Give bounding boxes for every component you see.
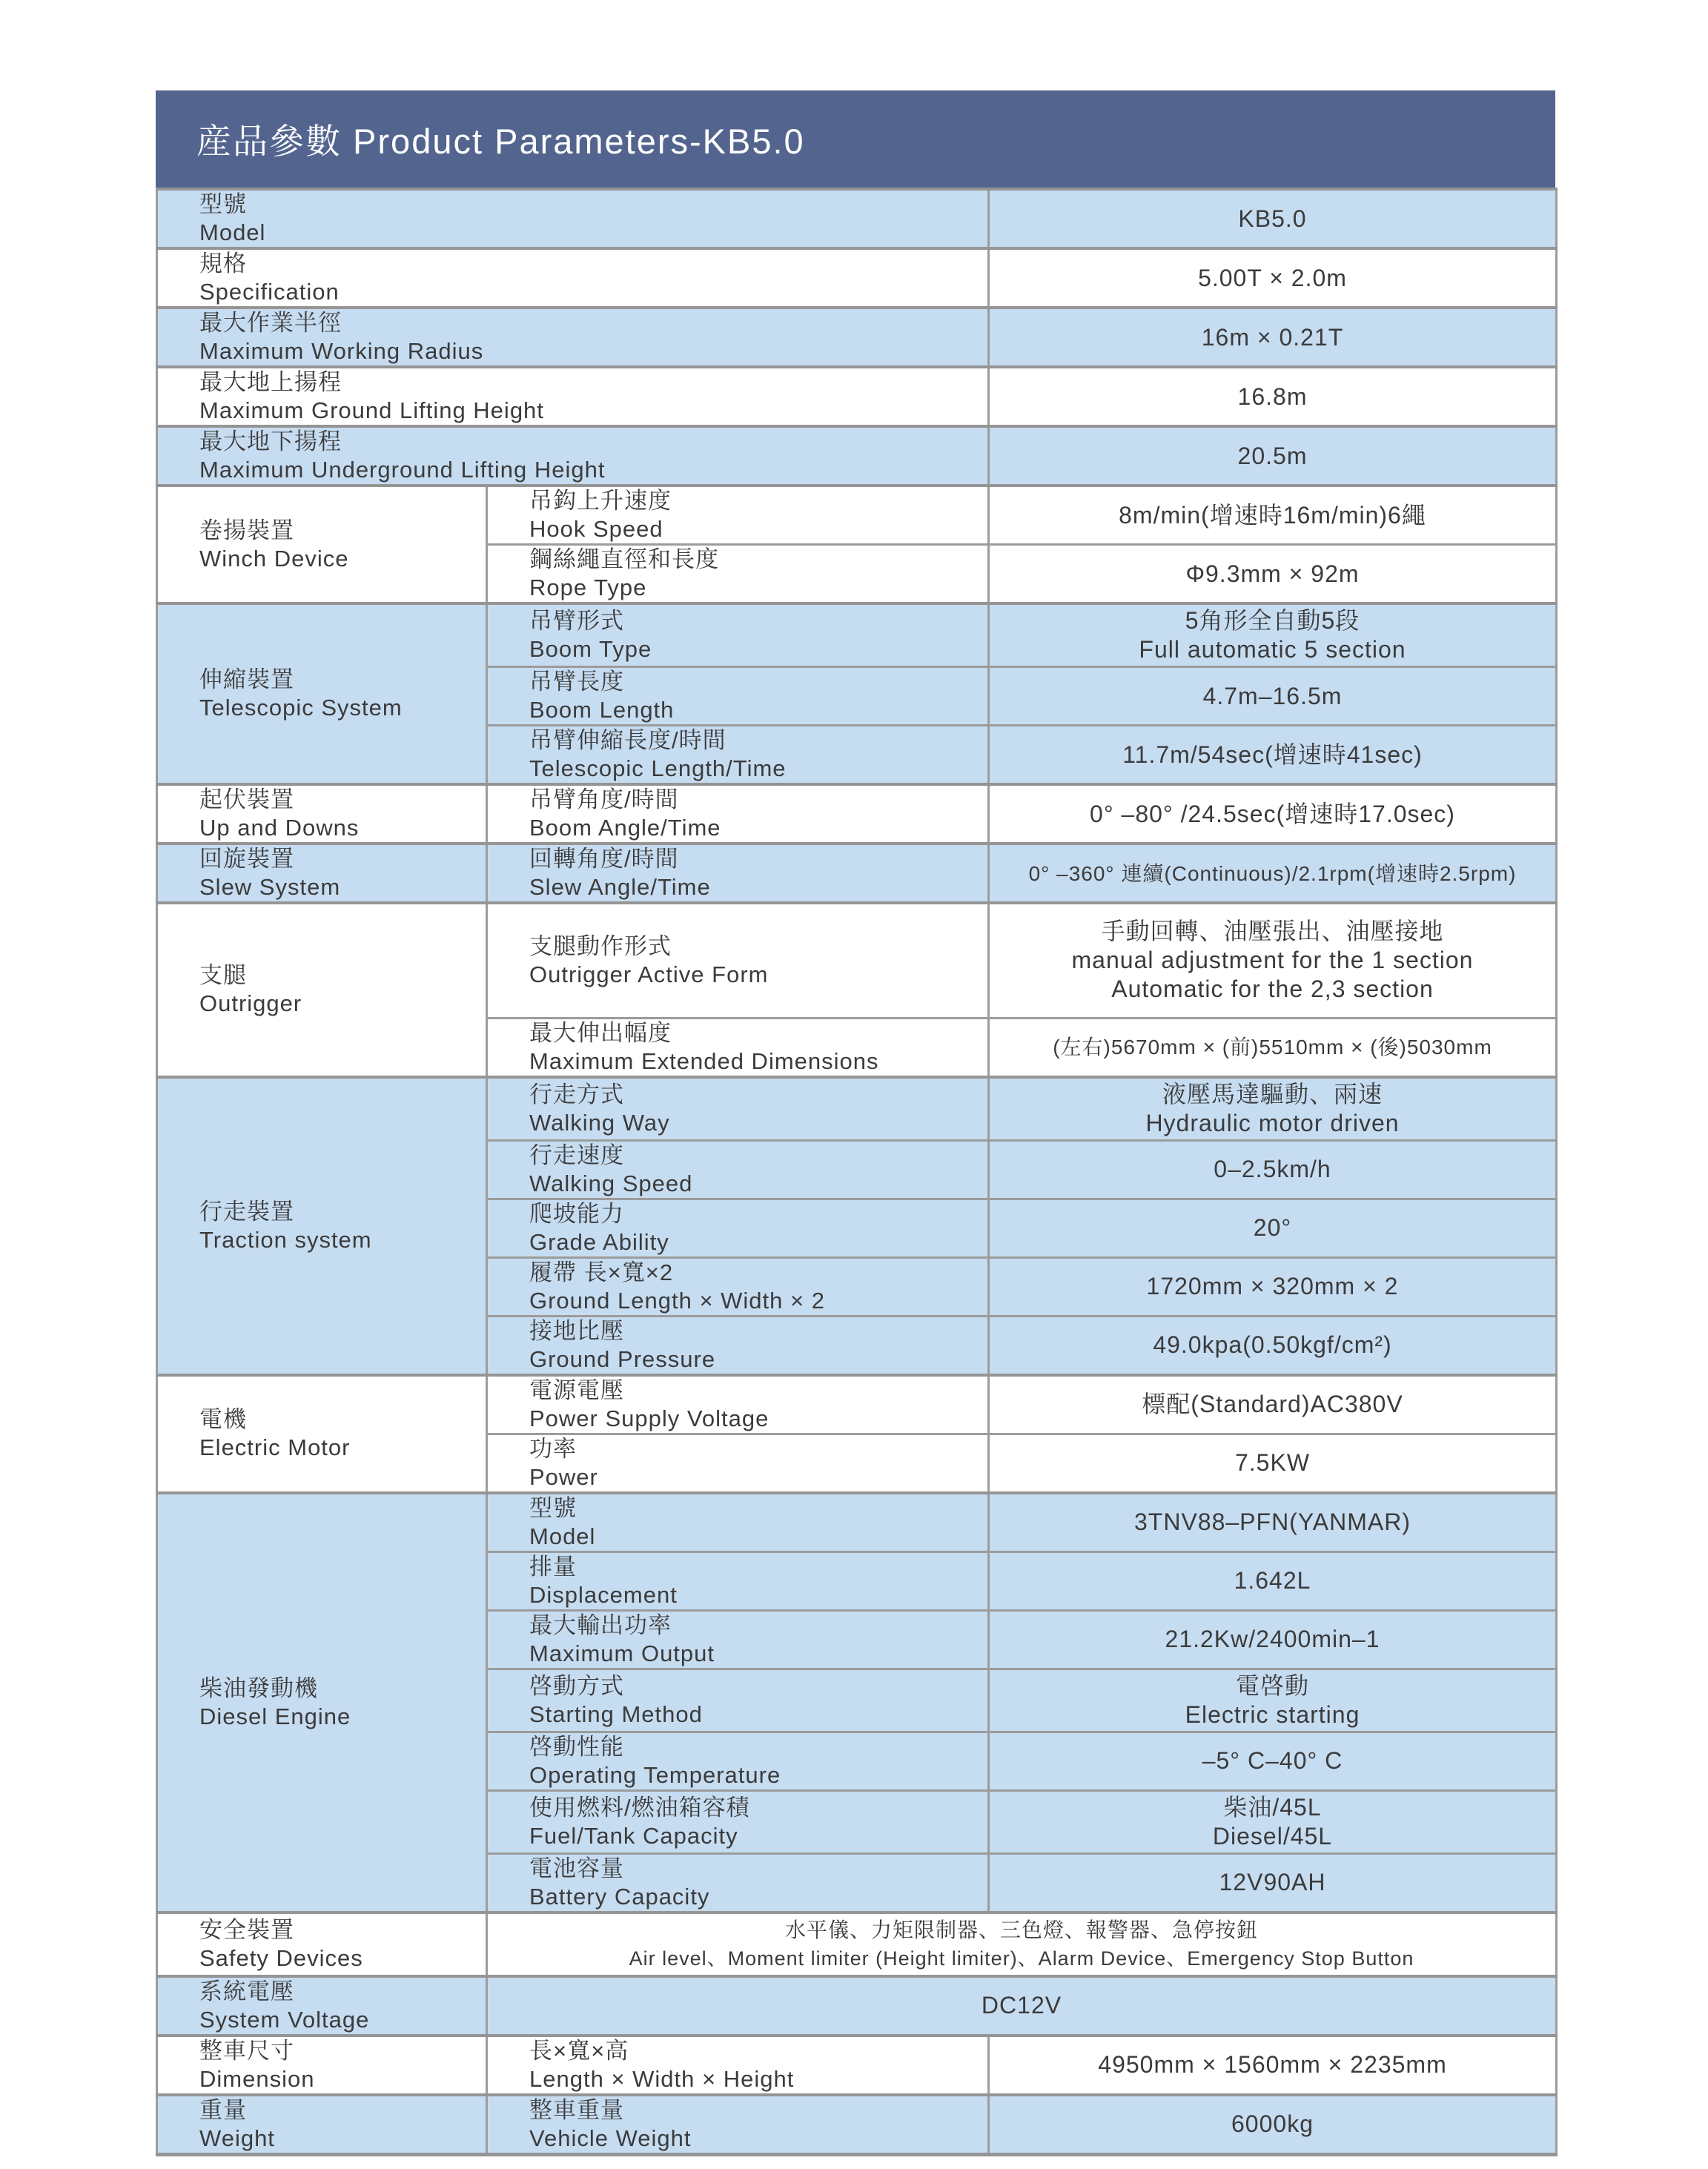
- value-cell-boom-length: [989, 667, 1557, 726]
- value-cell-outrigger-active-form: [989, 903, 1557, 1018]
- param-label-en: Operating Temperature: [529, 1761, 781, 1788]
- param-cell-ground-length-width: [487, 1257, 989, 1316]
- table-row: [157, 248, 1557, 308]
- param-label-en: Model: [199, 219, 266, 245]
- param-label-zh: 最大作業半徑: [199, 310, 342, 336]
- table-row: [157, 308, 1557, 367]
- group-label-en: System Voltage: [199, 2006, 370, 2033]
- param-cell-boom-length: [487, 667, 989, 726]
- value-cell-boom-angle-time: [989, 784, 1557, 844]
- param-cell-max-ground-lifting-height: [157, 367, 989, 426]
- table-row: [157, 903, 1557, 1018]
- value-text: 電啓動: [1235, 1672, 1309, 1699]
- group-label-zh: 柴油發動機: [199, 1675, 318, 1701]
- page-title: 産品參數 Product Parameters-KB5.0: [196, 122, 805, 161]
- param-label-en: Ground Length × Width × 2: [529, 1287, 825, 1314]
- value-cell-maximum-output: [989, 1610, 1557, 1669]
- table-row: [157, 1493, 1557, 1552]
- group-cell-up-and-downs: [157, 784, 487, 844]
- group-label-en: Outrigger: [199, 990, 302, 1017]
- table-row: [157, 2095, 1557, 2155]
- param-label-en: Maximum Extended Dimensions: [529, 1047, 879, 1074]
- param-label-en: Rope Type: [529, 574, 647, 600]
- param-cell-model: [157, 189, 989, 248]
- value-text: 0° –360° 連續(Continuous)/2.1rpm(增速時2.5rpm): [1028, 861, 1517, 885]
- value-text: Full automatic 5 section: [1139, 636, 1406, 663]
- value-text: 49.0kpa(0.50kgf/cm²): [1153, 1331, 1392, 1358]
- value-cell-model: [989, 189, 1557, 248]
- group-cell-slew-system: [157, 844, 487, 903]
- value-cell-system-voltage: [487, 1976, 1557, 2036]
- param-cell-max-working-radius: [157, 308, 989, 367]
- param-label-zh: 啓動方式: [529, 1672, 624, 1699]
- value-text: 16m × 0.21T: [1201, 323, 1344, 351]
- param-cell-power-supply-voltage: [487, 1375, 989, 1434]
- param-label-zh: 履帶 長×寬×2: [529, 1259, 674, 1285]
- param-label-zh: 型號: [199, 191, 247, 217]
- group-label-zh: 回旋裝置: [199, 846, 294, 872]
- param-label-zh: 最大地上揚程: [199, 369, 342, 395]
- param-label-en: Maximum Ground Lifting Height: [199, 397, 544, 423]
- group-label-zh: 整車尺寸: [199, 2037, 294, 2064]
- value-text: Air level、Moment limiter (Height limiter)、Alarm Device、Emergency Stop Button: [629, 1947, 1414, 1970]
- table-row: [157, 844, 1557, 903]
- group-label-zh: 支腿: [199, 962, 247, 989]
- value-text: manual adjustment for the 1 section: [1071, 947, 1474, 974]
- param-label-en: Boom Type: [529, 636, 652, 662]
- value-text: 4950mm × 1560mm × 2235mm: [1098, 2051, 1447, 2078]
- group-label-en: Up and Downs: [199, 815, 360, 841]
- value-text: Hydraulic motor driven: [1145, 1109, 1400, 1136]
- param-label-zh: 啓動性能: [529, 1733, 624, 1760]
- param-label-en: Hook Speed: [529, 516, 663, 542]
- group-cell-traction-system: [157, 1077, 487, 1375]
- param-label-zh: 吊鈎上升速度: [529, 488, 672, 514]
- group-label-en: Winch Device: [199, 545, 349, 572]
- param-label-en: Walking Way: [529, 1109, 670, 1136]
- value-text: 5角形全自動5段: [1185, 607, 1360, 634]
- value-cell-power-supply-voltage: [989, 1375, 1557, 1434]
- value-cell-specification: [989, 248, 1557, 308]
- group-label-zh: 重量: [199, 2096, 247, 2123]
- value-text: Diesel/45L: [1212, 1822, 1333, 1850]
- group-label-en: Telescopic System: [199, 695, 403, 721]
- value-cell-grade-ability: [989, 1199, 1557, 1257]
- group-cell-telescopic-system: [157, 603, 487, 784]
- value-text: 21.2Kw/2400min–1: [1165, 1626, 1380, 1652]
- value-text: 柴油/45L: [1223, 1793, 1322, 1821]
- table-row: [157, 1375, 1557, 1434]
- param-label-zh: 爬坡能力: [529, 1200, 624, 1227]
- param-label-zh: 整車重量: [529, 2096, 624, 2123]
- group-label-zh: 起伏裝置: [199, 787, 294, 812]
- value-text: 11.7m/54sec(增速時41sec): [1122, 741, 1423, 768]
- param-cell-telescopic-length-time: [487, 726, 989, 785]
- group-label-zh: 系統電壓: [199, 1978, 294, 2004]
- param-cell-walking-way: [487, 1077, 989, 1141]
- value-cell-power: [989, 1434, 1557, 1493]
- param-label-zh: 使用燃料/燃油箱容積: [529, 1794, 750, 1821]
- param-label-en: Walking Speed: [529, 1170, 693, 1196]
- group-cell-electric-motor: [157, 1375, 487, 1493]
- group-label-zh: 安全裝置: [199, 1916, 294, 1943]
- param-label-zh: 最大伸出幅度: [529, 1019, 672, 1046]
- param-cell-power: [487, 1434, 989, 1493]
- value-text: (左右)5670mm × (前)5510mm × (後)5030mm: [1053, 1036, 1492, 1059]
- group-cell-system-voltage: [157, 1976, 487, 2036]
- param-label-en: Telescopic Length/Time: [529, 755, 787, 781]
- value-cell-rope-type: [989, 545, 1557, 604]
- table-row: [157, 189, 1557, 248]
- group-label-en: Traction system: [199, 1226, 372, 1253]
- param-label-zh: 長×寬×高: [529, 2037, 629, 2064]
- param-cell-hook-speed: [487, 486, 989, 545]
- group-cell-safety-devices: [157, 1913, 487, 1976]
- param-cell-outrigger-active-form: [487, 903, 989, 1018]
- param-label-zh: 功率: [529, 1435, 577, 1462]
- table-row: [157, 2036, 1557, 2095]
- param-label-en: Maximum Output: [529, 1640, 715, 1666]
- param-label-zh: 吊臂伸縮長度/時間: [529, 727, 726, 753]
- param-label-zh: 電源電壓: [529, 1377, 624, 1403]
- value-text: 0° –80° /24.5sec(增速時17.0sec): [1090, 800, 1455, 827]
- param-cell-max-underground-lifting-height: [157, 426, 989, 486]
- value-cell-max-extended-dimensions: [989, 1018, 1557, 1077]
- param-label-en: Maximum Working Radius: [199, 338, 484, 364]
- param-cell-max-extended-dimensions: [487, 1018, 989, 1077]
- value-text: 4.7m–16.5m: [1202, 682, 1343, 709]
- param-cell-slew-angle-time: [487, 844, 989, 903]
- table-row: [157, 486, 1557, 545]
- value-cell-fuel-tank-capacity: [989, 1790, 1557, 1853]
- param-label-zh: 吊臂角度/時間: [529, 787, 679, 812]
- param-cell-rope-type: [487, 545, 989, 604]
- value-cell-telescopic-length-time: [989, 726, 1557, 785]
- param-cell-walking-speed: [487, 1140, 989, 1199]
- param-cell-boom-type: [487, 603, 989, 667]
- param-cell-operating-temperature: [487, 1732, 989, 1790]
- param-label-zh: 行走方式: [529, 1081, 624, 1107]
- value-text: 0–2.5km/h: [1214, 1156, 1331, 1182]
- value-text: 液壓馬達驅動、兩速: [1162, 1080, 1383, 1107]
- param-label-en: Length × Width × Height: [529, 2065, 795, 2092]
- param-cell-fuel-tank-capacity: [487, 1790, 989, 1853]
- param-label-en: Maximum Underground Lifting Height: [199, 457, 606, 483]
- value-text: 6000kg: [1231, 2110, 1314, 2137]
- value-text: 1.642L: [1234, 1567, 1311, 1594]
- param-label-en: Power: [529, 1463, 598, 1490]
- value-cell-starting-method: [989, 1669, 1557, 1732]
- group-cell-winch-device: [157, 486, 487, 603]
- param-label-zh: 型號: [529, 1494, 577, 1521]
- param-cell-vehicle-weight: [487, 2095, 989, 2155]
- group-label-en: Dimension: [199, 2065, 315, 2092]
- group-label-en: Diesel Engine: [199, 1703, 351, 1729]
- value-cell-battery-capacity: [989, 1853, 1557, 1913]
- table-row: [157, 426, 1557, 486]
- param-label-en: Power Supply Voltage: [529, 1405, 769, 1431]
- param-label-en: Outrigger Active Form: [529, 961, 769, 987]
- param-label-en: Displacement: [529, 1581, 678, 1608]
- table-row: [157, 1913, 1557, 1976]
- group-label-zh: 行走裝置: [199, 1198, 294, 1225]
- value-text: 3TNV88–PFN(YANMAR): [1133, 1509, 1411, 1535]
- value-cell-engine-model: [989, 1493, 1557, 1552]
- param-label-en: Model: [529, 1523, 596, 1549]
- group-cell-weight: [157, 2095, 487, 2155]
- value-text: 7.5KW: [1234, 1449, 1311, 1476]
- param-label-zh: 吊臂長度: [529, 669, 624, 695]
- param-cell-engine-model: [487, 1493, 989, 1552]
- value-cell-walking-speed: [989, 1140, 1557, 1199]
- param-label-zh: 行走速度: [529, 1142, 624, 1168]
- value-text: KB5.0: [1238, 205, 1307, 232]
- value-cell-displacement: [989, 1552, 1557, 1610]
- value-cell-length-width-height: [989, 2036, 1557, 2095]
- value-text: Electric starting: [1185, 1701, 1360, 1728]
- value-cell-ground-length-width: [989, 1257, 1557, 1316]
- param-cell-ground-pressure: [487, 1316, 989, 1375]
- value-cell-safety-devices: [487, 1913, 1557, 1976]
- param-label-zh: 吊臂形式: [529, 608, 624, 634]
- value-text: 20.5m: [1237, 442, 1308, 469]
- value-cell-boom-type: [989, 603, 1557, 667]
- table-row: [157, 367, 1557, 426]
- param-cell-maximum-output: [487, 1610, 989, 1669]
- spec-sheet: [156, 90, 1555, 2156]
- group-label-zh: 伸縮裝置: [199, 666, 294, 692]
- param-label-zh: 電池容量: [529, 1855, 624, 1881]
- param-cell-starting-method: [487, 1669, 989, 1732]
- value-text: DC12V: [981, 1992, 1062, 2019]
- table-row: [157, 1976, 1557, 2036]
- group-label-en: Slew System: [199, 874, 341, 900]
- param-label-zh: 最大地下揚程: [199, 428, 342, 454]
- table-row: [157, 603, 1557, 667]
- param-label-en: Boom Angle/Time: [529, 815, 721, 841]
- param-cell-boom-angle-time: [487, 784, 989, 844]
- table-row: [157, 784, 1557, 844]
- group-label-zh: 電機: [199, 1406, 247, 1432]
- param-label-en: Starting Method: [529, 1701, 703, 1727]
- param-cell-battery-capacity: [487, 1853, 989, 1913]
- value-text: 手動回轉、油壓張出、油壓接地: [1101, 918, 1444, 945]
- group-label-en: Weight: [199, 2125, 275, 2151]
- value-cell-walking-way: [989, 1077, 1557, 1141]
- table-row: [157, 1077, 1557, 1141]
- value-cell-hook-speed: [989, 486, 1557, 545]
- group-cell-outrigger: [157, 903, 487, 1077]
- group-cell-dimension: [157, 2036, 487, 2095]
- value-cell-vehicle-weight: [989, 2095, 1557, 2155]
- param-cell-displacement: [487, 1552, 989, 1610]
- value-text: 8m/min(增速時16m/min)6繩: [1119, 501, 1426, 529]
- value-text: 20°: [1253, 1214, 1292, 1241]
- group-label-zh: 卷揚裝置: [199, 517, 294, 543]
- group-cell-diesel-engine: [157, 1493, 487, 1913]
- param-label-en: Boom Length: [529, 697, 675, 723]
- param-label-zh: 接地比壓: [529, 1317, 624, 1344]
- value-text: Automatic for the 2,3 section: [1111, 976, 1434, 1003]
- value-text: 1720mm × 320mm × 2: [1146, 1273, 1399, 1299]
- param-cell-specification: [157, 248, 989, 308]
- param-label-zh: 回轉角度/時間: [529, 846, 679, 872]
- value-text: Φ9.3mm × 92m: [1185, 560, 1360, 587]
- table-title-bar: [156, 90, 1555, 188]
- value-text: 5.00T × 2.0m: [1198, 264, 1347, 291]
- param-label-en: Specification: [199, 279, 340, 305]
- param-cell-length-width-height: [487, 2036, 989, 2095]
- param-label-en: Slew Angle/Time: [529, 874, 711, 900]
- group-label-en: Electric Motor: [199, 1434, 351, 1460]
- param-label-zh: 排量: [529, 1553, 577, 1580]
- value-text: 12V90AH: [1219, 1869, 1326, 1895]
- value-cell-max-ground-lifting-height: [989, 367, 1557, 426]
- product-parameters-table: [156, 188, 1558, 2156]
- param-cell-grade-ability: [487, 1199, 989, 1257]
- value-text: 標配(Standard)AC380V: [1142, 1391, 1403, 1417]
- param-label-en: Vehicle Weight: [529, 2125, 692, 2151]
- value-cell-max-underground-lifting-height: [989, 426, 1557, 486]
- param-label-zh: 支腿動作形式: [529, 933, 672, 959]
- param-label-en: Fuel/Tank Capacity: [529, 1822, 738, 1849]
- value-cell-operating-temperature: [989, 1732, 1557, 1790]
- group-label-en: Safety Devices: [199, 1944, 363, 1971]
- param-label-en: Battery Capacity: [529, 1883, 710, 1910]
- param-label-zh: 規格: [199, 251, 247, 276]
- param-label-zh: 最大輸出功率: [529, 1612, 672, 1638]
- param-label-en: Ground Pressure: [529, 1345, 716, 1372]
- value-text: –5° C–40° C: [1202, 1747, 1343, 1774]
- value-text: 水平儀、力矩限制器、三色燈、報警器、急停按鈕: [784, 1918, 1258, 1941]
- value-cell-ground-pressure: [989, 1316, 1557, 1375]
- value-cell-slew-angle-time: [989, 844, 1557, 903]
- param-label-zh: 鋼絲繩直徑和長度: [529, 546, 719, 572]
- value-text: 16.8m: [1237, 383, 1308, 410]
- param-label-en: Grade Ability: [529, 1228, 669, 1255]
- value-cell-max-working-radius: [989, 308, 1557, 367]
